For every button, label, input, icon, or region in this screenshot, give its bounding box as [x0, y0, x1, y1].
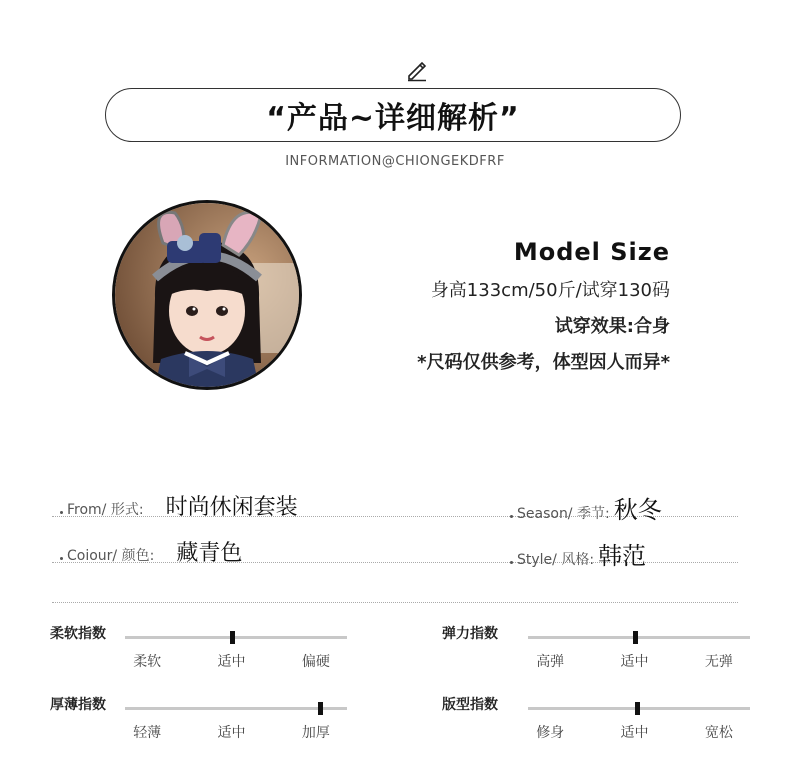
- style-value: 韩范: [598, 542, 647, 570]
- tick-label-mid: 适中: [217, 654, 246, 670]
- tick-label-low: 高弹: [536, 654, 565, 670]
- colour-value: 藏青色: [176, 541, 243, 566]
- info-row-2: [52, 536, 738, 570]
- tick-label-mid: 适中: [620, 654, 649, 670]
- metric-name: 版型指数: [442, 697, 498, 713]
- colour-label: Coiour/ 颜色:: [67, 548, 155, 564]
- tick-label-low: 柔软: [133, 654, 162, 670]
- model-measurements: 身高133cm/50斤/试穿130码: [430, 280, 670, 301]
- page-title: “产品~详细解析”: [266, 101, 520, 136]
- tick-label-high: 加厚: [301, 725, 330, 741]
- metric-name: 柔软指数: [50, 626, 106, 642]
- metric-track: [125, 707, 347, 710]
- metric-track: [528, 636, 750, 639]
- from-value: 时尚休闲套装: [165, 495, 298, 520]
- tick-label-high: 无弹: [704, 654, 733, 670]
- info-season: [510, 490, 662, 525]
- title-pill: [105, 88, 681, 142]
- style-label: Style/ 风格:: [517, 552, 595, 568]
- season-label: Season/ 季节:: [517, 506, 610, 522]
- metric-name: 厚薄指数: [50, 697, 106, 713]
- bullet-dot: [60, 557, 63, 560]
- info-colour: [60, 536, 242, 567]
- model-size-block: [417, 238, 670, 374]
- metric-name: 弹力指数: [442, 626, 498, 642]
- pencil-icon: [405, 58, 429, 82]
- metric-marker: [230, 631, 235, 644]
- tick-label-mid: 适中: [217, 725, 246, 741]
- info-row-1: [52, 490, 738, 524]
- model-photo: [112, 200, 302, 390]
- metric-marker: [633, 631, 638, 644]
- tick-label-high: 偏硬: [301, 654, 330, 670]
- model-size-note: *尺码仅供参考，体型因人而异*: [417, 352, 670, 373]
- tick-label-mid: 适中: [620, 725, 649, 741]
- tick-label-low: 修身: [536, 725, 565, 741]
- metric-marker: [635, 702, 640, 715]
- page-subtitle: INFORMATION@CHIONGEKDFRF: [285, 154, 505, 169]
- metric-track: [125, 636, 347, 639]
- bullet-dot: [510, 515, 513, 518]
- info-from: [60, 490, 298, 521]
- tick-label-high: 宽松: [704, 725, 733, 741]
- model-fit-result: 试穿效果:合身: [554, 316, 670, 337]
- info-style: [510, 536, 646, 571]
- bullet-dot: [510, 561, 513, 564]
- section-divider: [52, 602, 738, 603]
- bullet-dot: [60, 511, 63, 514]
- model-size-title: Model Size: [513, 238, 670, 266]
- metric-marker: [318, 702, 323, 715]
- tick-label-low: 轻薄: [133, 725, 162, 741]
- from-label: From/ 形式:: [67, 502, 144, 518]
- season-value: 秋冬: [613, 496, 662, 524]
